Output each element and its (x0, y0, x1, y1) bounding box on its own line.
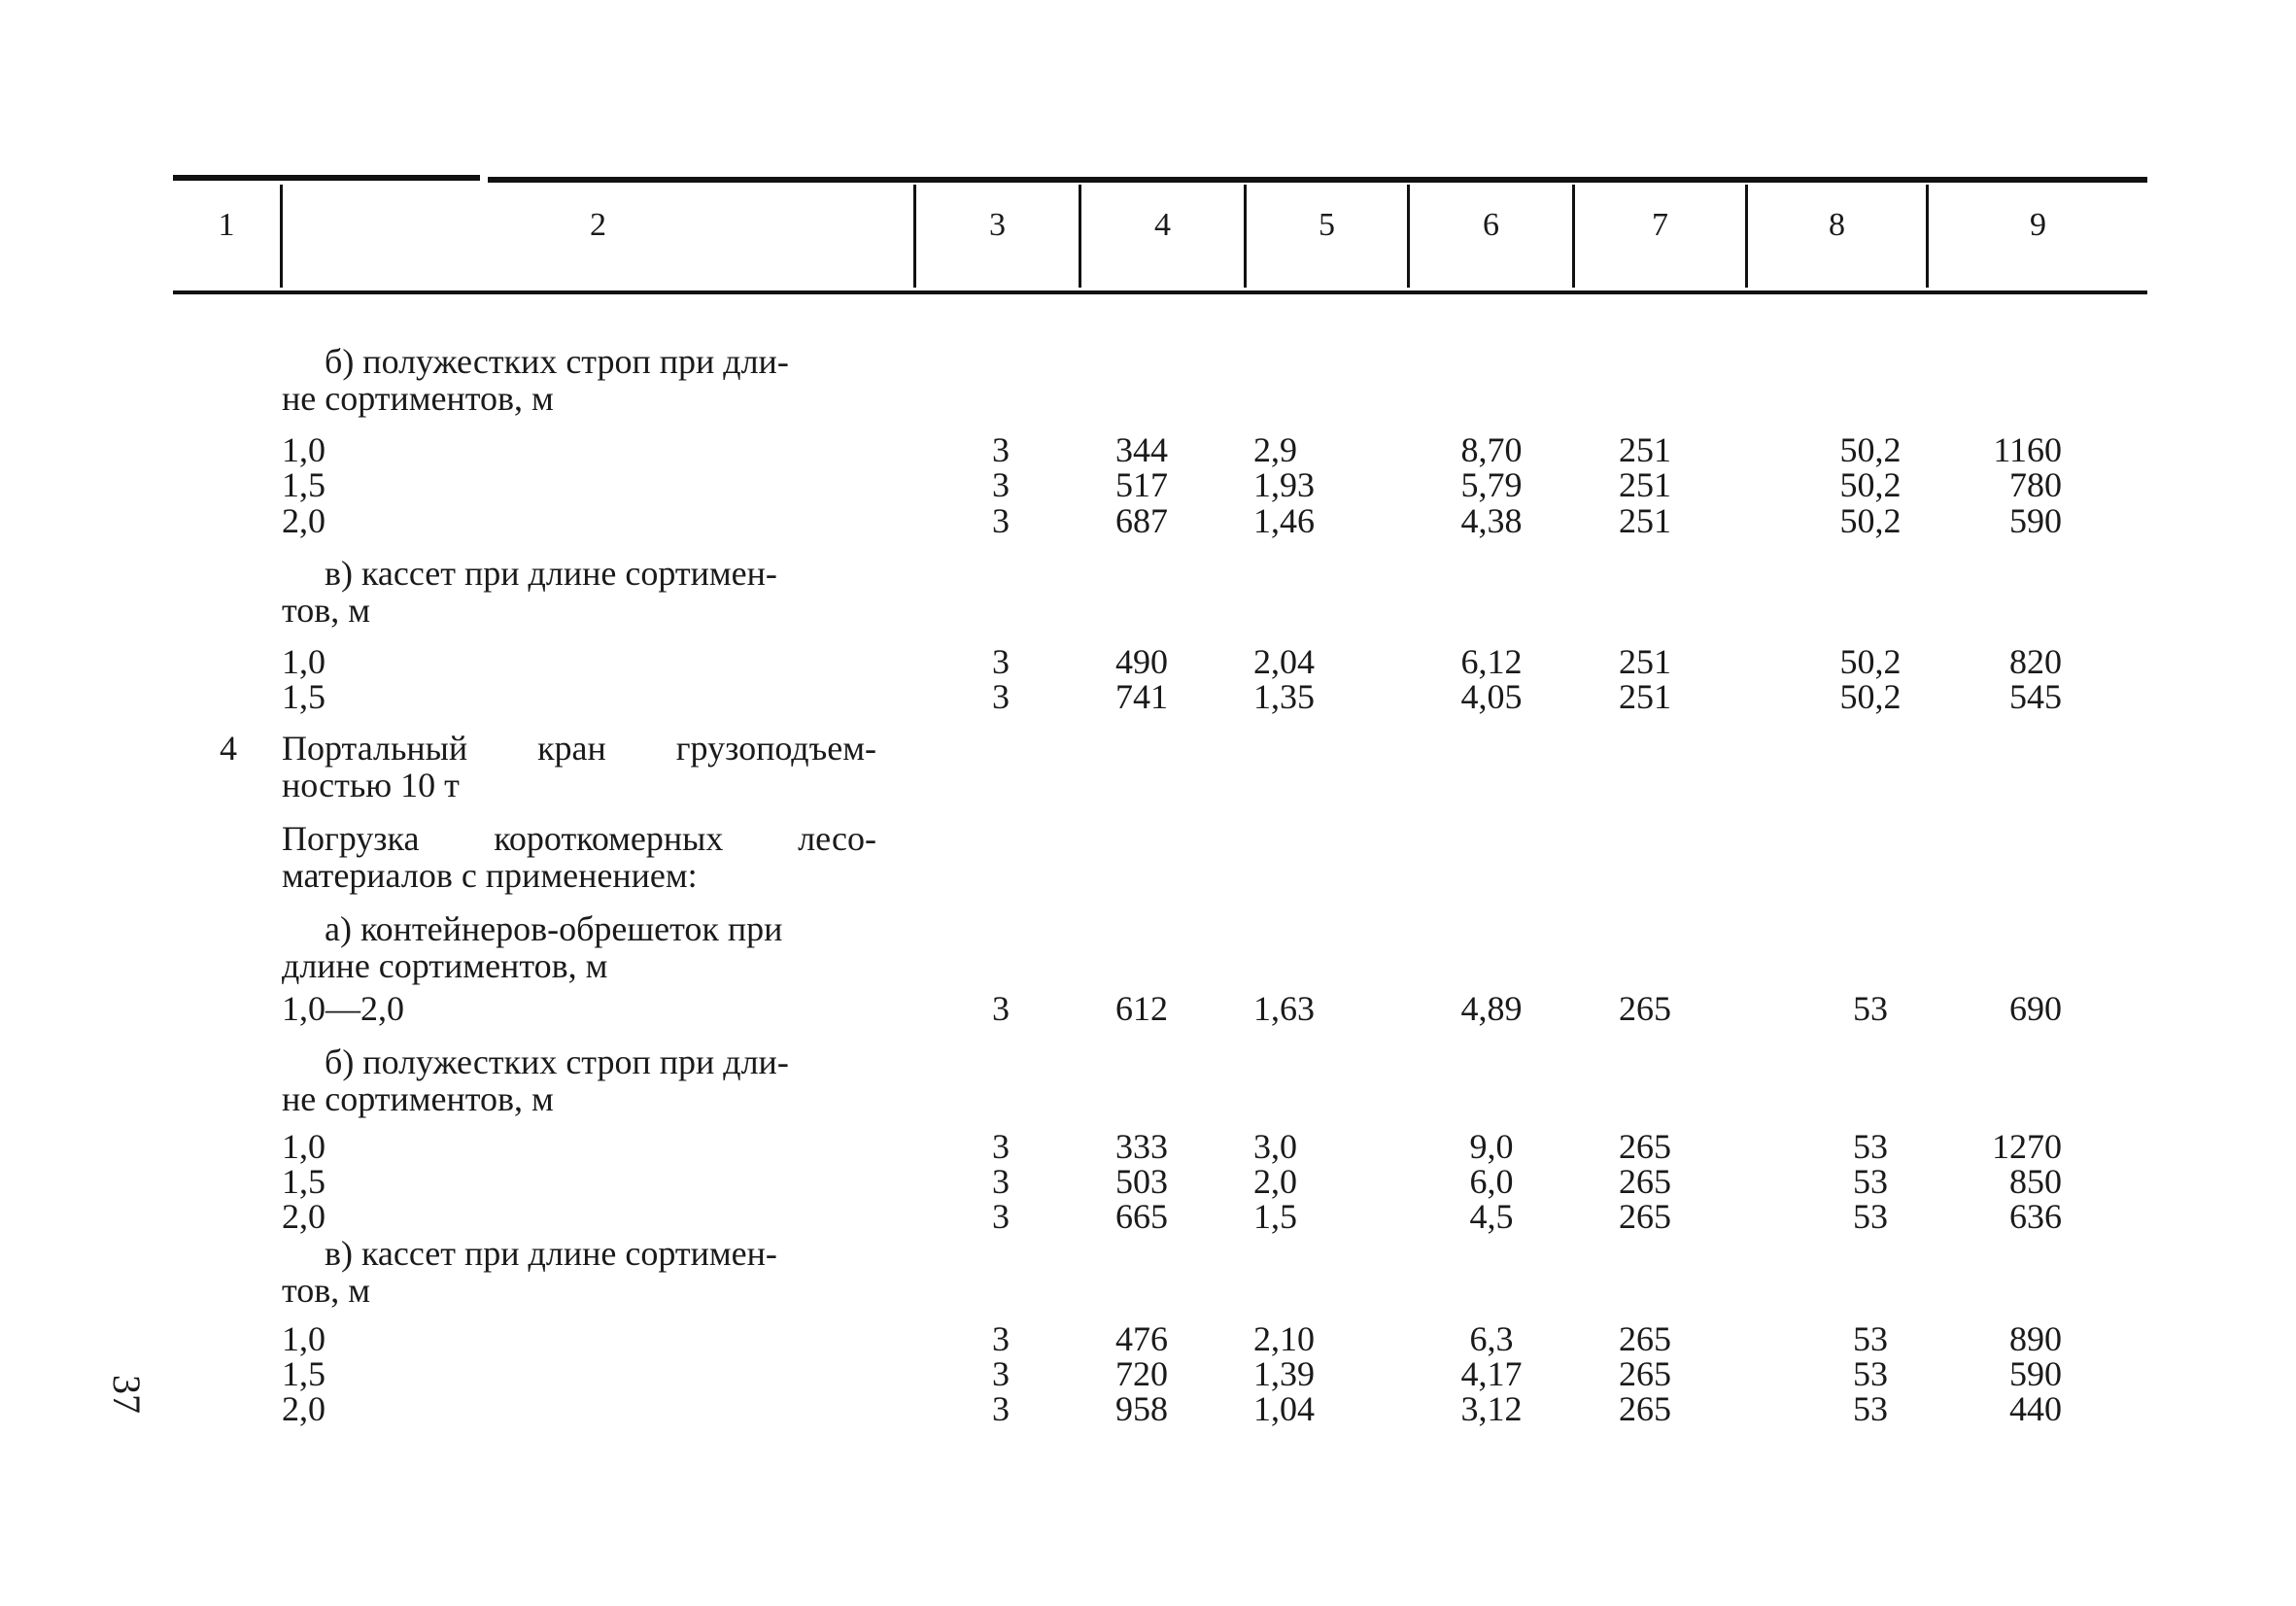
cell-c4: 490 (1115, 642, 1168, 681)
table-row (0, 679, 2296, 714)
cell-c9: 1270 (1992, 1127, 2062, 1166)
cell-c8: 53 (1853, 1197, 1888, 1236)
header-col-2: 2 (590, 207, 606, 243)
table-row (0, 503, 2296, 538)
cell-c8: 53 (1853, 1319, 1888, 1358)
table-row (0, 467, 2296, 502)
row-label: 2,0 (282, 1197, 326, 1236)
row-text: Портальный кран грузоподъем- (282, 729, 876, 768)
row-text: в) кассет при длине сортимен- (325, 554, 777, 593)
row-text: не сортиментов, м (282, 1079, 554, 1118)
table-row (0, 1129, 2296, 1164)
row-description (0, 731, 2296, 766)
row-label: 1,0—2,0 (282, 989, 404, 1028)
cell-c8: 50,2 (1839, 501, 1902, 540)
row-text: б) полужестких строп при дли- (325, 1042, 789, 1081)
row-description (0, 948, 2296, 983)
header-col-7: 7 (1652, 207, 1668, 243)
row-text: в) кассет при длине сортимен- (325, 1234, 777, 1273)
cell-c6: 9,0 (1469, 1127, 1514, 1166)
row-label: 1,5 (282, 465, 326, 504)
cell-c9: 636 (2009, 1197, 2062, 1236)
table-top-rule-right (488, 177, 2147, 183)
cell-c6: 4,89 (1460, 989, 1523, 1028)
row-text: материалов с применением: (282, 856, 698, 895)
cell-c7: 251 (1619, 642, 1671, 681)
cell-c6: 6,3 (1469, 1319, 1514, 1358)
table-row (0, 644, 2296, 679)
cell-c9: 440 (2009, 1389, 2062, 1428)
row-number: 4 (220, 729, 237, 768)
cell-c3: 3 (992, 465, 1010, 504)
cell-c5: 3,0 (1253, 1127, 1297, 1166)
header-col-1: 1 (218, 207, 235, 243)
row-description (0, 821, 2296, 856)
row-description (0, 556, 2296, 591)
row-description (0, 1081, 2296, 1116)
cell-c9: 590 (2009, 501, 2062, 540)
cell-c8: 53 (1853, 1354, 1888, 1393)
header-col-3: 3 (989, 207, 1006, 243)
table-row (0, 1356, 2296, 1391)
cell-c6: 4,5 (1469, 1197, 1514, 1236)
cell-c9: 1160 (1993, 430, 2062, 469)
cell-c5: 1,39 (1253, 1354, 1315, 1393)
row-label: 1,0 (282, 1127, 326, 1166)
cell-c4: 665 (1115, 1197, 1168, 1236)
cell-c5: 1,35 (1253, 677, 1315, 716)
cell-c7: 265 (1619, 1127, 1671, 1166)
cell-c6: 4,05 (1460, 677, 1523, 716)
cell-c7: 251 (1619, 430, 1671, 469)
cell-c7: 251 (1619, 501, 1671, 540)
cell-c5: 1,5 (1253, 1197, 1297, 1236)
cell-c7: 251 (1619, 677, 1671, 716)
cell-c8: 50,2 (1839, 430, 1902, 469)
cell-c3: 3 (992, 677, 1010, 716)
cell-c8: 53 (1853, 989, 1888, 1028)
cell-c3: 3 (992, 1354, 1010, 1393)
row-label: 1,0 (282, 642, 326, 681)
cell-c4: 741 (1115, 677, 1168, 716)
cell-c7: 265 (1619, 1319, 1671, 1358)
cell-c6: 4,17 (1460, 1354, 1523, 1393)
cell-c7: 265 (1619, 1389, 1671, 1428)
cell-c3: 3 (992, 430, 1010, 469)
row-text: длине сортиментов, м (282, 946, 608, 985)
table-row (0, 1199, 2296, 1234)
cell-c8: 53 (1853, 1162, 1888, 1201)
cell-c9: 850 (2009, 1162, 2062, 1201)
cell-c4: 476 (1115, 1319, 1168, 1358)
cell-c4: 344 (1115, 430, 1168, 469)
cell-c4: 958 (1115, 1389, 1168, 1428)
cell-c6: 8,70 (1460, 430, 1523, 469)
cell-c9: 690 (2009, 989, 2062, 1028)
row-text: Погрузка короткомерных лесо- (282, 819, 876, 858)
cell-c6: 5,79 (1460, 465, 1523, 504)
cell-c6: 4,38 (1460, 501, 1523, 540)
cell-c4: 687 (1115, 501, 1168, 540)
cell-c5: 1,63 (1253, 989, 1315, 1028)
row-text: а) контейнеров-обрешеток при (325, 909, 783, 948)
row-description (0, 858, 2296, 893)
cell-c9: 590 (2009, 1354, 2062, 1393)
cell-c4: 503 (1115, 1162, 1168, 1201)
row-description (0, 911, 2296, 946)
cell-c6: 3,12 (1460, 1389, 1523, 1428)
cell-c3: 3 (992, 1197, 1010, 1236)
cell-c5: 1,04 (1253, 1389, 1315, 1428)
row-description (0, 344, 2296, 379)
cell-c9: 545 (2009, 677, 2062, 716)
row-label: 1,5 (282, 1354, 326, 1393)
cell-c7: 265 (1619, 1162, 1671, 1201)
cell-c9: 780 (2009, 465, 2062, 504)
header-col-9: 9 (2030, 207, 2046, 243)
row-description (0, 381, 2296, 416)
row-description (0, 1044, 2296, 1079)
cell-c5: 2,0 (1253, 1162, 1297, 1201)
row-text: тов, м (282, 591, 371, 630)
cell-c4: 333 (1115, 1127, 1168, 1166)
cell-c4: 612 (1115, 989, 1168, 1028)
header-col-5: 5 (1319, 207, 1335, 243)
row-label: 1,0 (282, 1319, 326, 1358)
cell-c8: 50,2 (1839, 465, 1902, 504)
table-row (0, 1321, 2296, 1356)
row-description (0, 593, 2296, 628)
table-row (0, 1164, 2296, 1199)
cell-c3: 3 (992, 501, 1010, 540)
cell-c7: 265 (1619, 1197, 1671, 1236)
cell-c6: 6,0 (1469, 1162, 1514, 1201)
cell-c7: 251 (1619, 465, 1671, 504)
table-row (0, 1391, 2296, 1426)
cell-c5: 2,10 (1253, 1319, 1315, 1358)
cell-c4: 517 (1115, 465, 1168, 504)
cell-c8: 50,2 (1839, 642, 1902, 681)
row-text: б) полужестких строп при дли- (325, 342, 789, 381)
cell-c3: 3 (992, 642, 1010, 681)
header-bottom-rule (173, 290, 2147, 294)
row-description (0, 1236, 2296, 1271)
cell-c3: 3 (992, 989, 1010, 1028)
cell-c4: 720 (1115, 1354, 1168, 1393)
row-label: 2,0 (282, 501, 326, 540)
cell-c8: 53 (1853, 1127, 1888, 1166)
row-label: 1,5 (282, 677, 326, 716)
row-text: тов, м (282, 1271, 371, 1310)
cell-c5: 1,46 (1253, 501, 1315, 540)
page-number: 37 (105, 1375, 149, 1414)
header-col-4: 4 (1154, 207, 1171, 243)
cell-c7: 265 (1619, 989, 1671, 1028)
row-label: 1,5 (282, 1162, 326, 1201)
row-text: ностью 10 т (282, 766, 460, 804)
table-row (0, 432, 2296, 467)
cell-c3: 3 (992, 1127, 1010, 1166)
cell-c5: 2,9 (1253, 430, 1297, 469)
cell-c6: 6,12 (1460, 642, 1523, 681)
table-row (0, 991, 2296, 1026)
cell-c8: 53 (1853, 1389, 1888, 1428)
row-description (0, 1273, 2296, 1308)
table-top-rule-left (173, 175, 480, 181)
row-label: 2,0 (282, 1389, 326, 1428)
row-text: не сортиментов, м (282, 379, 554, 418)
cell-c3: 3 (992, 1319, 1010, 1358)
cell-c9: 820 (2009, 642, 2062, 681)
cell-c5: 2,04 (1253, 642, 1315, 681)
row-label: 1,0 (282, 430, 326, 469)
cell-c3: 3 (992, 1162, 1010, 1201)
cell-c7: 265 (1619, 1354, 1671, 1393)
row-description (0, 768, 2296, 803)
cell-c8: 50,2 (1839, 677, 1902, 716)
header-col-6: 6 (1483, 207, 1499, 243)
header-col-8: 8 (1829, 207, 1845, 243)
cell-c5: 1,93 (1253, 465, 1315, 504)
cell-c3: 3 (992, 1389, 1010, 1428)
cell-c9: 890 (2009, 1319, 2062, 1358)
